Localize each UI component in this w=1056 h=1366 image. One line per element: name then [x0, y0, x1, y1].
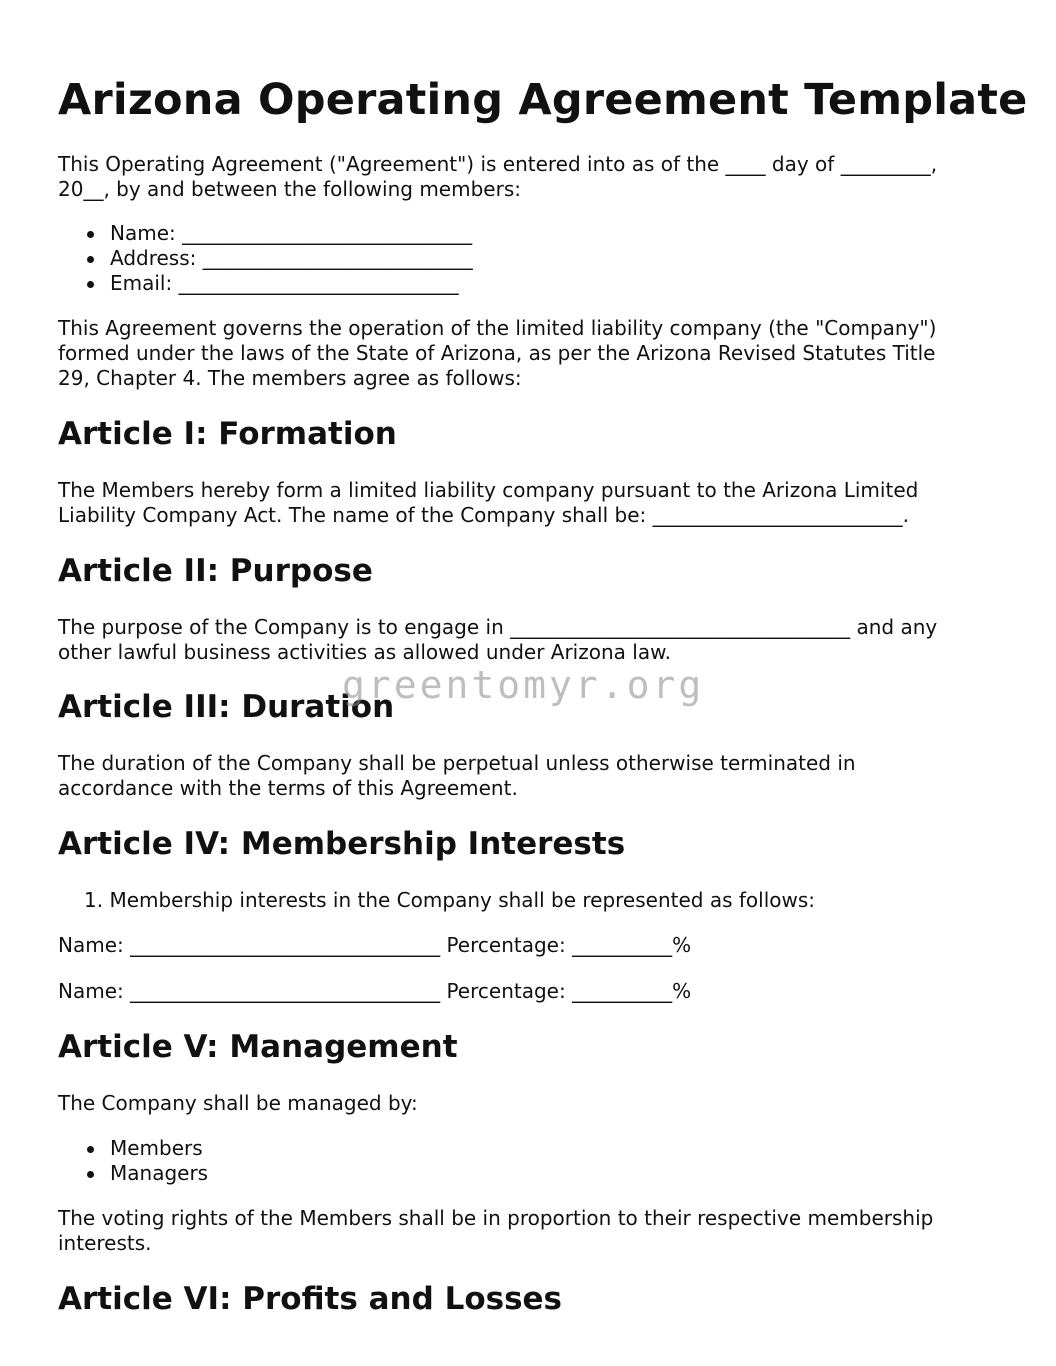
management-option-members: Members	[58, 1136, 208, 1161]
article-2-paragraph	[58, 615, 998, 665]
article-1-paragraph	[58, 478, 998, 528]
article-1-line-2: Liability Company Act. The name of the Company shall be: _________________________.	[58, 503, 909, 527]
intro-paragraph	[58, 152, 998, 202]
member-name-field: Name: _____________________________	[58, 221, 473, 246]
intro-line-2: 20__, by and between the following members:	[58, 177, 521, 201]
article-1-line-1: The Members hereby form a limited liability company pursuant to the Arizona Limited	[58, 478, 919, 502]
article-5-heading: Article V: Management	[58, 1029, 458, 1065]
article-3-paragraph	[58, 751, 998, 801]
management-options-list	[58, 1136, 208, 1186]
membership-item-1: 1. Membership interests in the Company shall be represented as follows:	[84, 888, 816, 912]
article-3-line-2: accordance with the terms of this Agreement.	[58, 776, 518, 800]
article-2-line-1: The purpose of the Company is to engage in __________________________________ and any	[58, 615, 938, 639]
article-3-line-1: The duration of the Company shall be perpetual unless otherwise terminated in	[58, 751, 856, 775]
voting-paragraph	[58, 1206, 998, 1256]
member-email-field: Email: ____________________________	[58, 271, 473, 296]
management-intro: The Company shall be managed by:	[58, 1091, 418, 1115]
article-3-heading: Article III: Duration	[58, 689, 395, 725]
member-fields-list	[58, 221, 473, 296]
management-option-managers: Managers	[58, 1161, 208, 1186]
article-1-heading: Article I: Formation	[58, 416, 397, 452]
document-title: Arizona Operating Agreement Template	[58, 75, 1028, 125]
member-address-field: Address: ___________________________	[58, 246, 473, 271]
governs-line-3: 29, Chapter 4. The members agree as follows:	[58, 366, 522, 390]
voting-line-1: The voting rights of the Members shall be in proportion to their respective membership	[58, 1206, 934, 1230]
intro-line-1: This Operating Agreement ("Agreement") is entered into as of the ____ day of _________,	[58, 152, 938, 176]
article-2-line-2: other lawful business activities as allowed under Arizona law.	[58, 640, 671, 664]
membership-row-2: Name: _______________________________ Percentage: __________%	[58, 979, 692, 1003]
watermark-text: greentomyr.org	[342, 663, 705, 707]
article-4-heading: Article IV: Membership Interests	[58, 826, 626, 862]
membership-row-1: Name: _______________________________ Percentage: __________%	[58, 933, 692, 957]
governs-line-2: formed under the laws of the State of Arizona, as per the Arizona Revised Statutes Title	[58, 341, 936, 365]
governs-line-1: This Agreement governs the operation of the limited liability company (the "Company")	[58, 316, 937, 340]
article-2-heading: Article II: Purpose	[58, 553, 373, 589]
membership-list	[58, 888, 815, 913]
governs-paragraph	[58, 316, 998, 391]
voting-line-2: interests.	[58, 1231, 152, 1255]
article-6-heading: Article VI: Profits and Losses	[58, 1281, 563, 1317]
